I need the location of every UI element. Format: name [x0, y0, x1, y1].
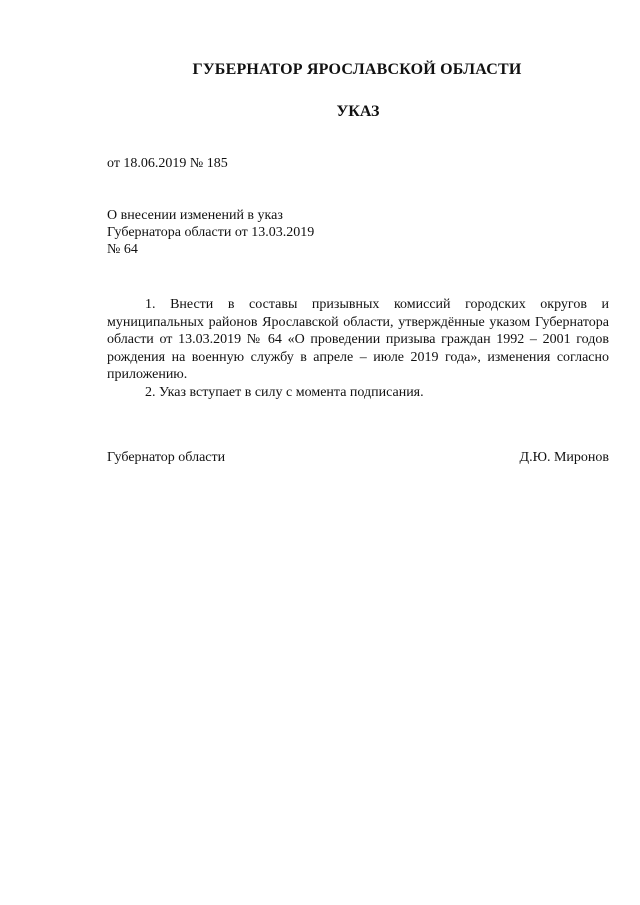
signatory-name: Д.Ю. Миронов — [519, 450, 609, 465]
document-authority-heading: ГУБЕРНАТОР ЯРОСЛАВСКОЙ ОБЛАСТИ — [192, 61, 522, 78]
document-date-number: от 18.06.2019 № 185 — [107, 156, 228, 171]
document-type-heading: УКАЗ — [336, 103, 380, 120]
body-paragraph: 1. Внести в составы призывных комиссий городских округов и муниципальных районов Ярославской области, утверждённые указом Губернатора области от 13.03.2019 № 64 «О проведении призыва граждан 1992 – 2001 годов рождения на военную службу в апреле – июле 2019 года», изменения согласно приложению. — [107, 297, 609, 382]
body-paragraph: 2. Указ вступает в силу с момента подписания. — [145, 384, 424, 400]
signatory-position: Губернатор области — [107, 450, 226, 465]
signature-block — [107, 450, 609, 466]
document-subject — [107, 207, 367, 258]
document-subject-line: О внесении изменений в указ — [107, 208, 283, 223]
document-body — [107, 296, 609, 401]
document-subject-line: Губернатора области от 13.03.2019 — [107, 225, 315, 240]
document-subject-line: № 64 — [107, 242, 138, 257]
